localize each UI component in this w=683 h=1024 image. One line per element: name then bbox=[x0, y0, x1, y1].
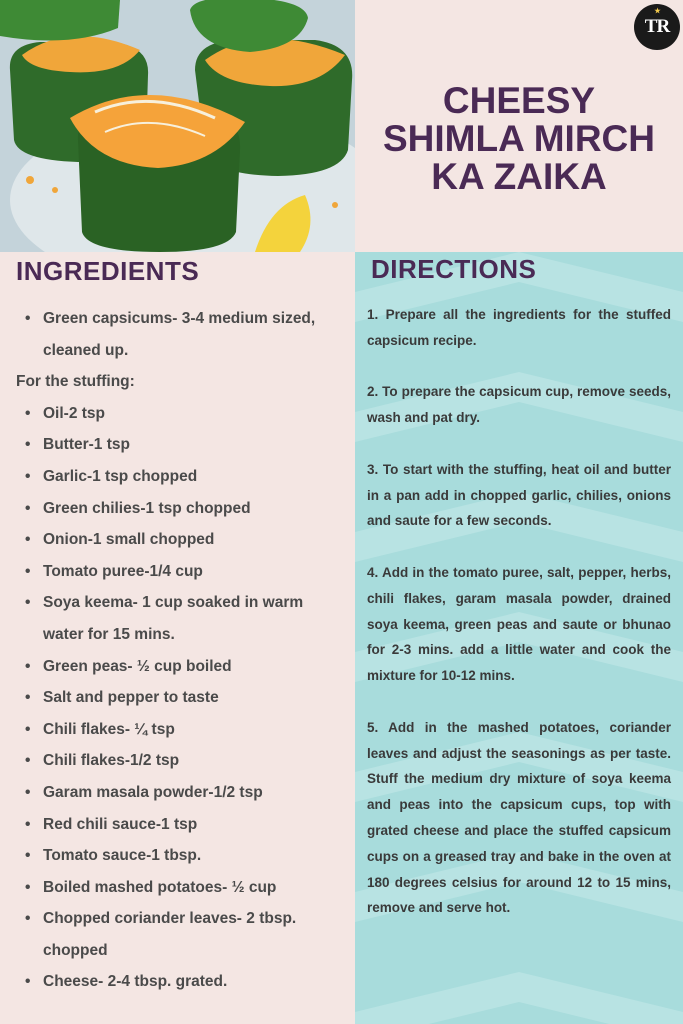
direction-step: 5. Add in the mashed potatoes, coriander leaves and adjust the seasonings as per taste. Stuff the medium dry mixture of soya keema and peas into the capsicum cups, top with grated cheese and place the stuffed capsicum cups on a greased tray and bake in the oven at 180 degrees celsius for around 12 to 15 mins, remove and serve hot. bbox=[367, 719, 671, 916]
direction-step: 3. To start with the stuffing, heat oil and butter in a pan add in chopped garlic, chilies, onions and saute for a few seconds. bbox=[367, 461, 671, 529]
ingredients-list bbox=[16, 303, 346, 998]
ingredient-item: • Onion-1 small chopped bbox=[16, 524, 346, 556]
brand-logo bbox=[634, 4, 680, 50]
ingredient-item: • Tomato puree-1/4 cup bbox=[16, 556, 346, 588]
ingredient-item: • Oil-2 tsp bbox=[16, 398, 346, 430]
directions-heading: DIRECTIONS bbox=[371, 254, 537, 284]
stuffed-capsicum-photo bbox=[0, 0, 355, 252]
recipe-photo bbox=[0, 0, 355, 252]
direction-step: 4. Add in the tomato puree, salt, pepper, herbs, chili flakes, garam masala powder, drained soya keema, green peas and saute or bhunao for 2-3 mins. add a little water and cook the mixture for 10-12 mins. bbox=[367, 564, 671, 684]
title-line-2: SHIMLA MIRCH bbox=[383, 118, 655, 159]
direction-step: 1. Prepare all the ingredients for the stuffed capsicum recipe. bbox=[367, 307, 671, 348]
ingredient-item: • Tomato sauce-1 tbsp. bbox=[16, 840, 346, 872]
ingredient-item: • Soya keema- 1 cup soaked in warm water for 15 mins. bbox=[16, 587, 346, 650]
title-line-3: KA ZAIKA bbox=[431, 156, 607, 197]
ingredient-item: • Green capsicums- 3-4 medium sized, cleaned up. bbox=[16, 303, 346, 366]
crown-star-icon: ★ bbox=[654, 7, 660, 15]
title-line-1: CHEESY bbox=[442, 80, 596, 121]
ingredient-item: • Red chili sauce-1 tsp bbox=[16, 809, 346, 841]
directions-list bbox=[367, 302, 671, 947]
ingredient-item: • Chili flakes-1/2 tsp bbox=[16, 745, 346, 777]
ingredient-item: • Salt and pepper to taste bbox=[16, 682, 346, 714]
ingredient-item: • Boiled mashed potatoes- ½ cup bbox=[16, 872, 346, 904]
logo-text: TR bbox=[644, 16, 670, 37]
ingredient-item: • Green chilies-1 tsp chopped bbox=[16, 493, 346, 525]
ingredient-item: • Chopped coriander leaves- 2 tbsp. chopped bbox=[16, 903, 346, 966]
direction-step: 2. To prepare the capsicum cup, remove seeds, wash and pat dry. bbox=[367, 384, 671, 426]
ingredient-item: • Garam masala powder-1/2 tsp bbox=[16, 777, 346, 809]
ingredient-item: • Chili flakes- ¼ tsp bbox=[16, 714, 346, 746]
ingredient-item: • Butter-1 tsp bbox=[16, 429, 346, 461]
ingredient-item: • Cheese- 2-4 tbsp. grated. bbox=[16, 966, 346, 998]
ingredient-item: For the stuffing: bbox=[16, 373, 135, 391]
ingredient-item: • Garlic-1 tsp chopped bbox=[16, 461, 346, 493]
ingredient-item: • Green peas- ½ cup boiled bbox=[16, 651, 346, 683]
ingredients-heading: INGREDIENTS bbox=[16, 256, 200, 286]
recipe-title bbox=[355, 82, 683, 196]
